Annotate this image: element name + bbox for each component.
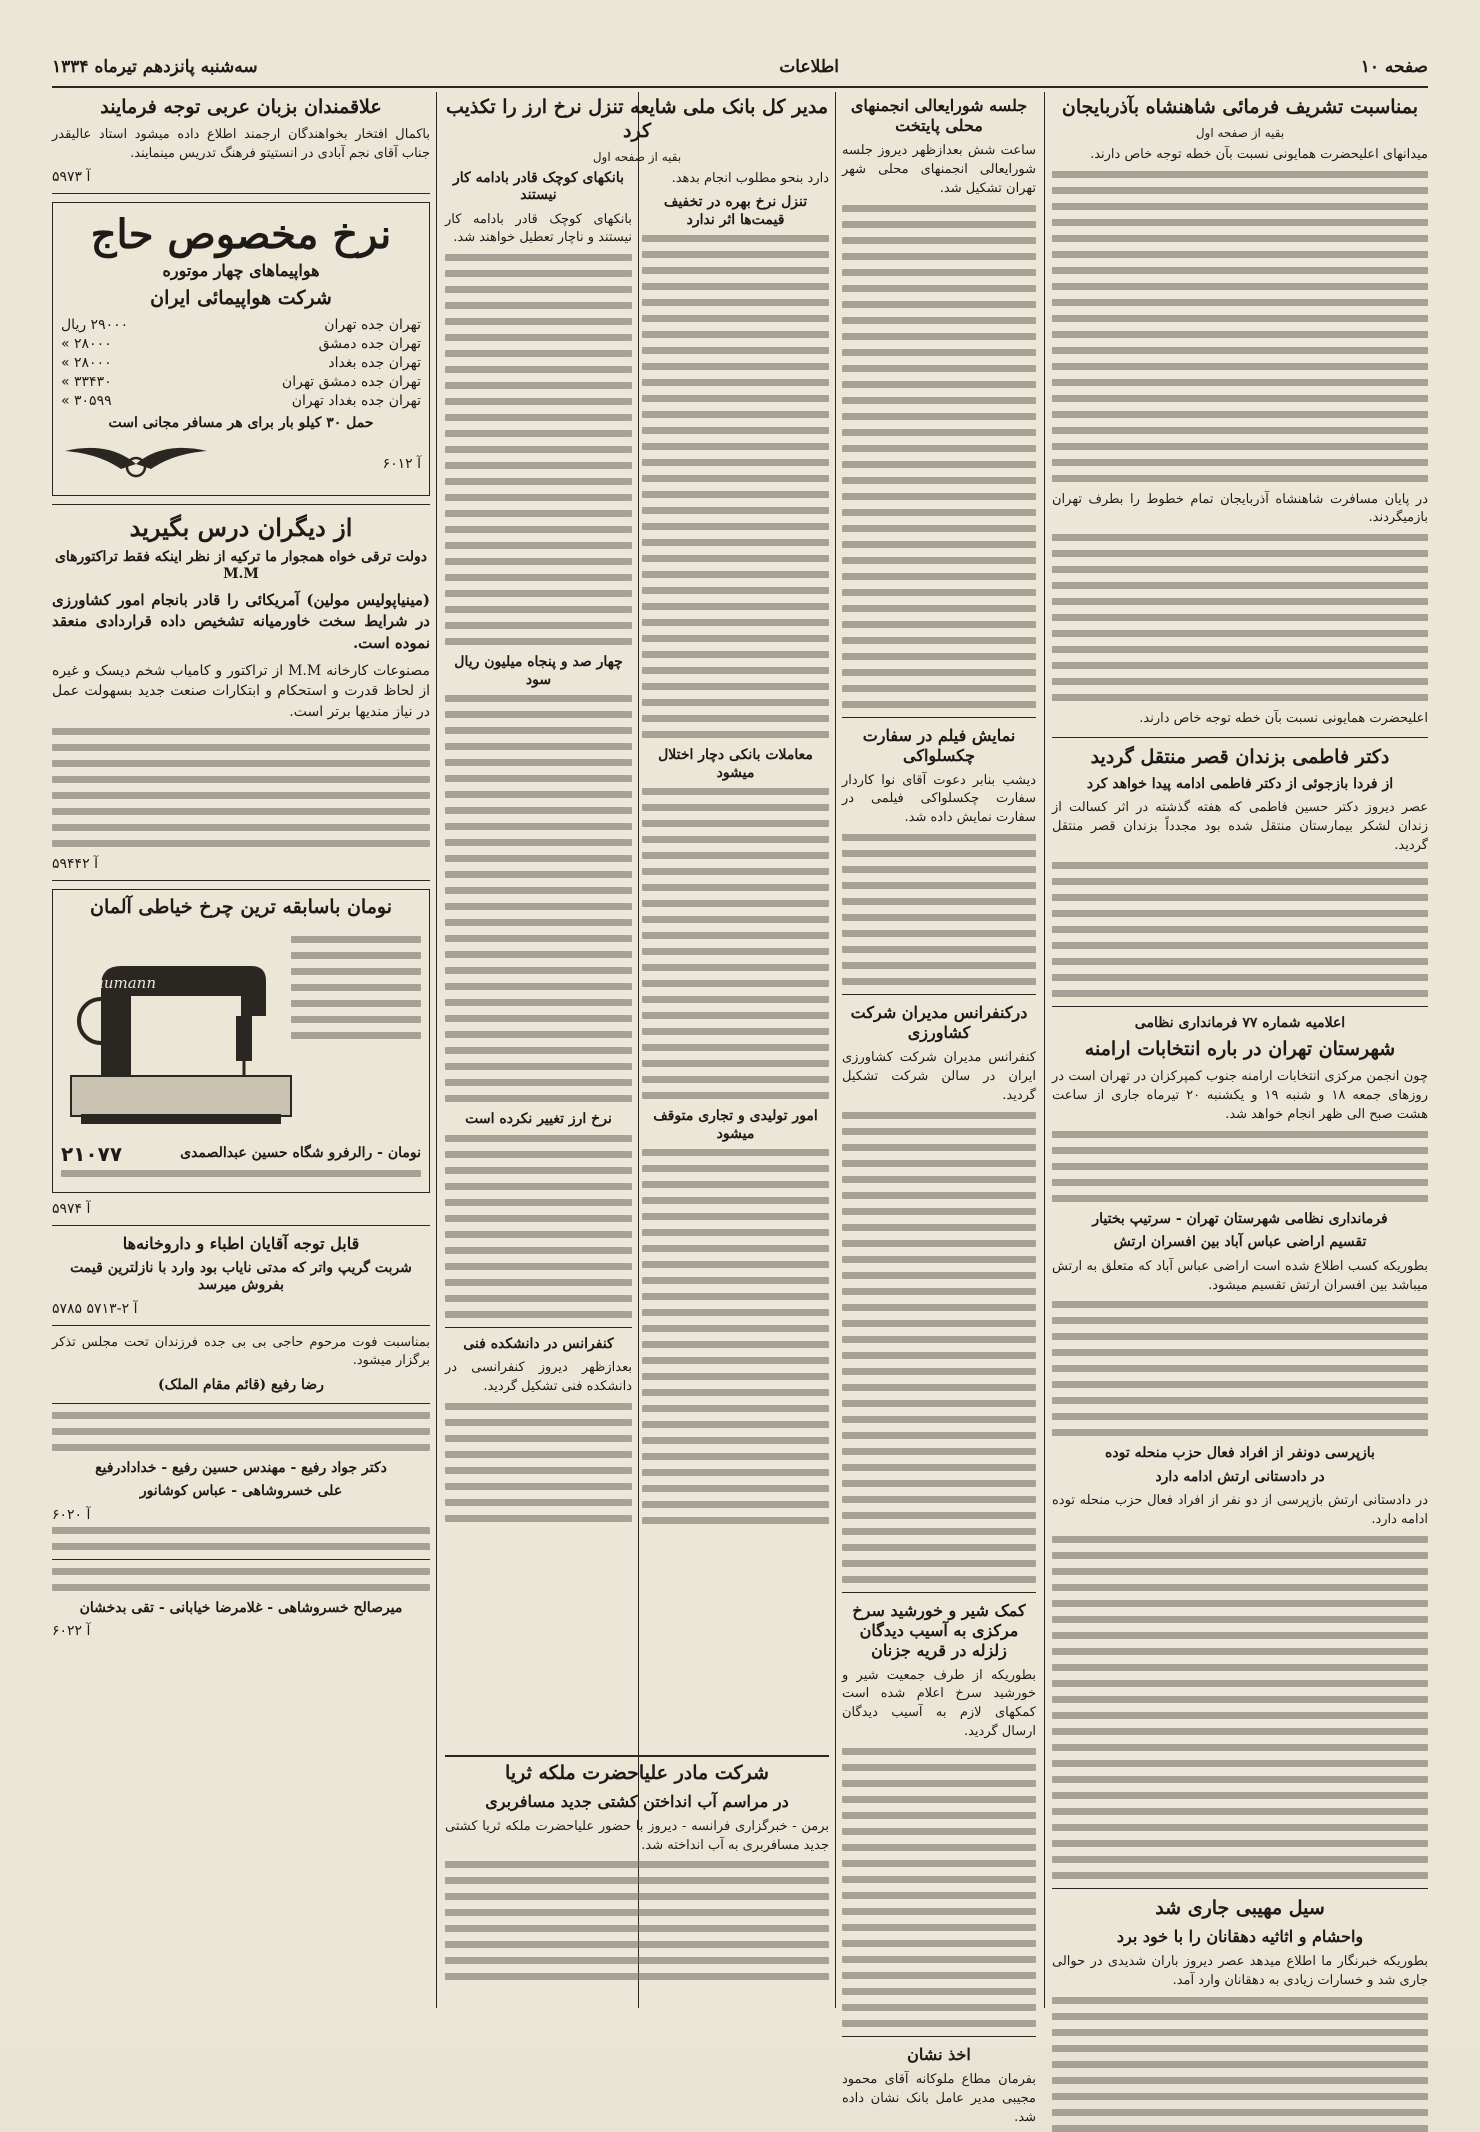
military-text: بطوریکه کسب اطلاع شده است اراضی عباس آباد که متعلق به ارتش میباشد بین افسران ارتش تقسیم میشود. bbox=[1052, 1258, 1428, 1293]
fare-row: تهران جده دمشق تهران ۳۳۴۳۰ » bbox=[61, 374, 421, 391]
hajj-note: حمل ۳۰ کیلو بار برای هر مسافر مجانی است bbox=[108, 415, 374, 432]
fare-row: تهران جده دمشق ۲۸۰۰۰ » bbox=[61, 336, 421, 353]
quake-body-lines bbox=[842, 1748, 1036, 2027]
watch-sub: شربت گریپ واتر که مدتی نایاب بود وارد با نازلترین قیمت بفروش میرسد bbox=[70, 1259, 412, 1294]
tractor-headline: از دیگران درس بگیرید bbox=[129, 512, 353, 542]
tractor-body-lines bbox=[52, 728, 430, 847]
fatemi-text: عصر دیروز دکتر حسین فاطمی که هفته گذشته در اثر کسالت از زندان لشکر بیمارستان منتقل شده بود مجدداً بزندان قصر منتقل گردید. bbox=[1052, 800, 1428, 854]
bank-body-lines-3 bbox=[642, 1149, 829, 1524]
bank-body-lines-2 bbox=[642, 788, 829, 1099]
arabic-ad-text: باکمال افتخار بخواهندگان ارجمند اطلاع داده میشود استاد عالیقدر جناب آقای نجم آبادی در انستیتو فرهنگ تدریس مینمایند. bbox=[52, 126, 430, 161]
bank-subhead-halt: امور تولیدی و تجاری متوقف میشود bbox=[653, 1108, 818, 1142]
column-divider bbox=[1044, 92, 1045, 2008]
quake-headline: کمک شیر و خورشید سرخ مرکزی به آسیب دیدگان زلزله در قریه جزنان bbox=[852, 1600, 1026, 1660]
notice-sub: شهرستان تهران در باره انتخابات ارامنه bbox=[1084, 1038, 1396, 1061]
page-number: صفحه ۱۰ bbox=[1360, 57, 1428, 77]
bank-sub: بقیه از صفحه اول bbox=[592, 149, 682, 164]
tudeh-sub: در دادستانی ارتش ادامه دارد bbox=[1155, 1468, 1325, 1485]
memorial-names-3: میرصالح خسروشاهی - غلامرضا خیابانی - تقی بدخشان bbox=[79, 1599, 403, 1616]
bank-subhead-disruption: معاملات بانکی دچار اختلال میشود bbox=[658, 747, 813, 781]
fatemi-headline: دکتر فاطمی بزندان قصر منتقل گردید bbox=[1090, 746, 1390, 769]
shah-text-2: در پایان مسافرت شاهنشاه آذربایجان تمام خطوط را بطرف تهران بازمیگردند. bbox=[1052, 491, 1428, 526]
column-second bbox=[842, 96, 1036, 2125]
flood-sub: واحشام و اثاثیه دهقانان را با خود برد bbox=[1116, 1926, 1364, 1946]
issue-date: سه‌شنبه پانزدهم تیرماه ۱۳۳۴ bbox=[52, 57, 258, 77]
notice-headline: اعلامیه شماره ۷۷ فرمانداری نظامی bbox=[1134, 1014, 1346, 1031]
hajj-title: نرخ مخصوص حاج bbox=[90, 211, 392, 259]
fare-row: تهران جده بغداد ۲۸۰۰۰ » bbox=[61, 355, 421, 372]
sewing-illustration bbox=[61, 926, 421, 1136]
sign-headline: اخذ نشان bbox=[907, 2044, 971, 2064]
memorial-ref-3: ۶۰۲۲ آ bbox=[52, 1623, 91, 1640]
shah-body-lines bbox=[1052, 171, 1428, 482]
column-ads bbox=[52, 96, 430, 1996]
sewing-script-lines bbox=[291, 936, 421, 1048]
memorial-lines-3 bbox=[52, 1568, 430, 1591]
airline-wings-icon bbox=[61, 439, 211, 489]
notice-body-lines bbox=[1052, 1131, 1428, 1202]
arabic-ad-ref: ۵۹۷۳ آ bbox=[52, 169, 91, 186]
flood-text: بطوریکه خبرنگار ما اطلاع میدهد عصر دیروز باران شدیدی در حوالی جاری شد و خسارات زیادی به دهقانان وارد آمد. bbox=[1052, 1953, 1428, 1988]
shah-sub: بقیه از صفحه اول bbox=[1195, 125, 1285, 140]
sign-text: بفرمان مطاع ملوکانه آقای محمود مجیبی مدیر عامل بانک نشان داده شد. bbox=[842, 2071, 1036, 2125]
sewing-headline: نومان باسابقه ترین چرخ خیاطی آلمان bbox=[89, 895, 392, 918]
tudeh-headline: بازپرسی دونفر از افراد فعال حزب منحله توده bbox=[1105, 1445, 1375, 1462]
shah-body-lines-2 bbox=[1052, 534, 1428, 701]
bank-headline: مدیر کل بانک ملی شایعه تنزل نرخ ارز را تکذیب کرد bbox=[445, 96, 829, 142]
conf-body-lines bbox=[842, 1112, 1036, 1583]
conf-text: کنفرانس مدیران شرکت کشاورزی ایران در سالن شرکت تشکیل گردید. bbox=[842, 1050, 1036, 1103]
queen-body-lines bbox=[445, 1861, 829, 1980]
queen-mother-ad bbox=[445, 1762, 829, 1982]
bank-subcol-right bbox=[642, 170, 829, 1534]
hajj-fare-ad bbox=[52, 202, 430, 495]
sewing-brand: Naumann bbox=[81, 973, 156, 992]
notice-text: چون انجمن مرکزی انتخابات ارامنه جنوب کمپرکزان در تهران است در روزهای جمعه ۱۸ و شنبه ۱۹ و یکشنبه ۲۰ تیرماه جاری از ساعت هشت صبح الی ظهر انجام خواهد شد. bbox=[1052, 1069, 1428, 1122]
lecture-headline: کنفرانس در دانشکده فنی bbox=[463, 1335, 614, 1352]
military-body-lines bbox=[1052, 1301, 1428, 1436]
queen-headline: شرکت مادر علیاحضرت ملکه ثریا bbox=[505, 1762, 769, 1784]
bank-columns bbox=[445, 170, 829, 1534]
lecture-body-lines bbox=[445, 1403, 632, 1522]
flood-body-lines bbox=[1052, 1997, 1428, 2132]
bank-text-2: بانکهای کوچک قادر بادامه کار نیستند و ناچار تعطیل خواهند شد. bbox=[445, 211, 632, 246]
bank-body-lines-6 bbox=[445, 1135, 632, 1318]
memorial-names-2: دکتر جواد رفیع - مهندس حسین رفیع - خدادادرفیع bbox=[95, 1459, 387, 1476]
airline-logo-row bbox=[61, 439, 421, 489]
queen-sub: در مراسم آب انداختن کشتی جدید مسافربری bbox=[485, 1791, 789, 1811]
film-headline: نمایش فیلم در سفارت چکسلواکی bbox=[862, 725, 1016, 765]
quake-text: بطوریکه از طرف جمعیت شیر و خورشید سرخ اعلام شده است کمکهای لازم به آسیب دیدگان ارسال گردید. bbox=[842, 1667, 1036, 1740]
column-right bbox=[1052, 96, 1428, 1996]
shah-headline: بمناسبت تشریف فرمائی شاهنشاه بآذربایجان bbox=[1061, 96, 1419, 118]
memorial-lines bbox=[52, 1412, 430, 1451]
paper-name: اطلاعات bbox=[779, 57, 839, 77]
film-body-lines bbox=[842, 834, 1036, 985]
tudeh-text: در دادستانی ارتش بازپرسی از دو نفر از افراد فعال حزب منحله توده ادامه دارد. bbox=[1052, 1493, 1428, 1528]
memorial-ref-2: ۶۰۲۰ آ bbox=[52, 1506, 91, 1523]
sewing-machine-icon bbox=[61, 926, 301, 1131]
watch-headline: قابل توجه آقایان اطباء و داروخانه‌ها bbox=[122, 1233, 360, 1253]
sewing-machine-ad bbox=[52, 889, 430, 1193]
lecture-text: بعدازظهر دیروز کنفرانسی در دانشکده فنی تشکیل گردید. bbox=[445, 1360, 632, 1395]
military-sub: تقسیم اراضی عباس آباد بین افسران ارتش bbox=[1113, 1234, 1367, 1251]
sewing-ref: ۵۹۷۴ آ bbox=[52, 1200, 91, 1217]
shah-text-3: اعلیحضرت همایونی نسبت بآن خطه توجه خاص دارند. bbox=[1139, 711, 1428, 727]
watch-ref: ۵۷۸۵ ۵۷۱۳-۲ آ bbox=[52, 1300, 138, 1317]
assoc-body-lines bbox=[842, 205, 1036, 708]
column-bank bbox=[445, 96, 829, 1751]
masthead bbox=[52, 52, 1428, 82]
memorial-name: رضا رفیع (قائم مقام الملک) bbox=[158, 1377, 324, 1394]
flood-headline: سیل مهیبی جاری شد bbox=[1155, 1897, 1325, 1920]
film-text: دیشب بنابر دعوت آقای نوا کاردار سفارت چکسلواکی فیلمی در سفارت نمایش داده شد. bbox=[842, 772, 1036, 826]
fare-row: تهران جده بغداد تهران ۳۰۵۹۹ » bbox=[61, 393, 421, 410]
memorial-names-2b: علی خسروشاهی - عباس کوشانور bbox=[139, 1483, 343, 1500]
memorial-lines-2 bbox=[52, 1527, 430, 1550]
shah-text: میدانهای اعلیحضرت همایونی نسبت بآن خطه توجه خاص دارند. bbox=[1090, 146, 1428, 162]
memorial-text: بمناسبت فوت مرحوم حاجی بی بی جده فرزندان تحت مجلس تذکر برگزار میشود. bbox=[52, 1334, 430, 1369]
tractor-sub: دولت ترقی خواه همجوار ما ترکیه از نظر اینکه فقط تراکتورهای M.M bbox=[54, 548, 428, 583]
bank-subcol-left bbox=[445, 170, 632, 1534]
column-divider bbox=[835, 92, 836, 2008]
bank-subhead-rates: تنزل نرخ بهره در تخفیف قیمت‌ها اثر ندارد bbox=[663, 194, 808, 228]
bank-text: دارد بنحو مطلوب انجام بدهد. bbox=[671, 170, 829, 186]
fare-row: تهران جده تهران ۲۹۰۰۰ ریال bbox=[61, 317, 421, 334]
military-headline: فرمانداری نظامی شهرستان تهران - سرتیپ بختیار bbox=[1092, 1210, 1388, 1227]
assoc-text: ساعت شش بعدازظهر دیروز جلسه شورایعالی انجمنهای محلی شهر تهران تشکیل شد. bbox=[842, 143, 1036, 196]
queen-text: برمن - خبرگزاری فرانسه - دیروز با حضور علیاحضرت ملکه ثریا کشتی جدید مسافربری به آب انداخته شد. bbox=[445, 1818, 829, 1853]
sewing-phone: ۲۱۰۷۷ bbox=[61, 1141, 123, 1166]
tractor-text-2: مصنوعات کارخانه M.M از تراکتور و کامیاب شخم دیسک و غیره از لحاظ قدرت و استحکام و ابتکارات صنعت جدید بسهولت عمل در نیاز مندیها برتر است. bbox=[52, 662, 431, 720]
fatemi-sub: از فردا بازجوئی از دکتر فاطمی ادامه پیدا خواهد کرد bbox=[1086, 775, 1394, 792]
bank-subhead-profit: چهار صد و پنجاه میلیون ریال سود bbox=[454, 654, 623, 688]
bank-body-lines bbox=[642, 235, 829, 738]
column-divider bbox=[436, 92, 437, 2008]
tudeh-body-lines bbox=[1052, 1536, 1428, 1879]
sewing-agent-lines bbox=[61, 1170, 421, 1177]
bank-subhead-rate: نرخ ارز تغییر نکرده است bbox=[465, 1111, 612, 1128]
hajj-sub1: هواپیماهای چهار موتوره bbox=[162, 261, 320, 281]
masthead-rule bbox=[52, 86, 1428, 88]
fare-table bbox=[61, 317, 421, 409]
bank-body-lines-4 bbox=[445, 254, 632, 645]
bank-subhead-small: بانکهای کوچک قادر بادامه کار نیستند bbox=[453, 169, 624, 203]
queen-ad-rule bbox=[445, 1755, 829, 1757]
hajj-sub2: شرکت هواپیمائی ایران bbox=[150, 287, 332, 310]
assoc-headline: جلسه شورایعالی انجمنهای محلی پایتخت bbox=[850, 96, 1028, 135]
fatemi-body-lines bbox=[1052, 862, 1428, 997]
arabic-ad-headline: علاقمندان بزبان عربی توجه فرمایند bbox=[100, 96, 382, 118]
tractor-ref: ۵۹۴۴۲ آ bbox=[52, 855, 98, 872]
sewing-agent-row bbox=[61, 1142, 421, 1166]
sewing-agent: نومان - رالرفرو شگاه حسین عبدالصمدی bbox=[180, 1144, 421, 1161]
hajj-ref: ۶۰۱۲ آ bbox=[382, 455, 421, 472]
bank-body-lines-5 bbox=[445, 695, 632, 1102]
tractor-text: (مینیاپولیس مولین) آمریکائی را قادر بانجام امور کشاورزی در شرایط سخت خاورمیانه تشخیص داده قراردادی منعقد نموده است. bbox=[52, 590, 430, 653]
conf-headline: درکنفرانس مدیران شرکت کشاورزی bbox=[850, 1003, 1028, 1043]
